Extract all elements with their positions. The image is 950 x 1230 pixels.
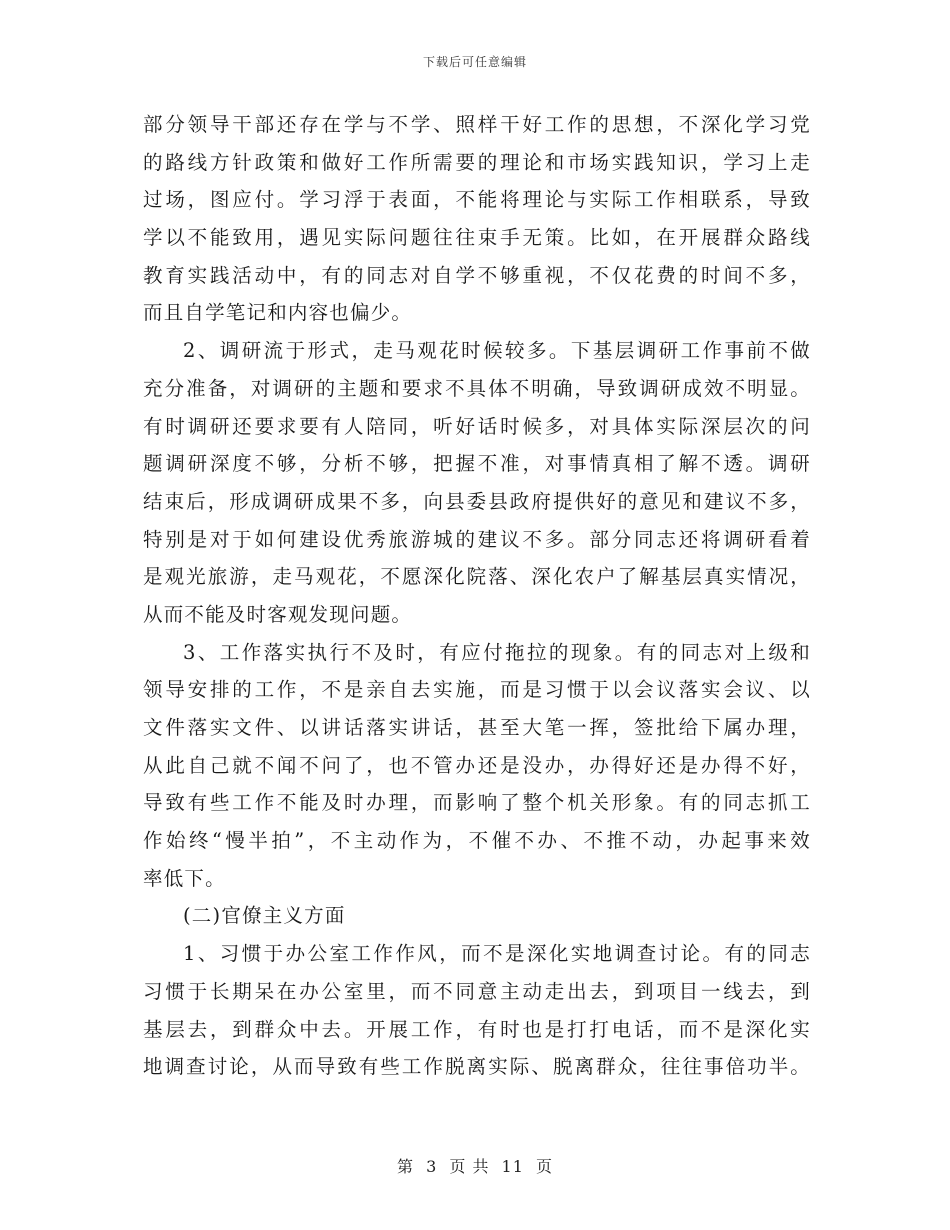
text-line: 作始终“慢半拍”，不主动作为，不催不办、不推不动，办起事来效 xyxy=(143,829,811,853)
text-line: 导致有些工作不能及时办理，而影响了整个机关形象。有的同志抓工 xyxy=(143,791,811,815)
footer-middle: 页 共 xyxy=(449,1157,490,1176)
text-line: 地调查讨论，从而导致有些工作脱离实际、脱离群众，往往事倍功半。 xyxy=(143,1055,811,1079)
footer-prefix: 第 xyxy=(396,1157,414,1176)
text-line: (二)官僚主义方面 xyxy=(183,904,346,928)
page-header: 下载后可任意编辑 xyxy=(422,55,527,69)
text-line: 3、工作落实执行不及时，有应付拖拉的现象。有的同志对上级和 xyxy=(183,640,811,664)
text-line: 的路线方针政策和做好工作所需要的理论和市场实践知识，学习上走 xyxy=(143,150,811,174)
text-line: 2、调研流于形式，走马观花时候较多。下基层调研工作事前不做 xyxy=(183,339,811,363)
text-line: 学以不能致用，遇见实际问题往往束手无策。比如，在开展群众路线 xyxy=(143,226,811,250)
text-line: 习惯于长期呆在办公室里，而不同意主动走出去，到项目一线去，到 xyxy=(143,979,811,1003)
text-line: 1、习惯于办公室工作作风，而不是深化实地调查讨论。有的同志 xyxy=(183,942,811,966)
text-line: 部分领导干部还存在学与不学、照样干好工作的思想，不深化学习党 xyxy=(143,113,811,136)
text-line: 从此自己就不闻不问了，也不管办还是没办，办得好还是办得不好， xyxy=(143,753,811,777)
text-line: 率低下。 xyxy=(143,866,226,890)
text-line: 从而不能及时客观发现问题。 xyxy=(143,602,413,626)
text-line: 题调研深度不够，分析不够，把握不准，对事情真相了解不透。调研 xyxy=(143,452,811,476)
text-line: 而且自学笔记和内容也偏少。 xyxy=(143,301,413,325)
text-line: 领导安排的工作，不是亲自去实施，而是习惯于以会议落实会议、以 xyxy=(143,678,811,702)
page-footer xyxy=(0,1154,950,1177)
text-line: 结束后，形成调研成果不多，向县委县政府提供好的意见和建议不多， xyxy=(143,489,811,513)
text-line: 充分准备，对调研的主题和要求不具体不明确，导致调研成效不明显。 xyxy=(143,376,811,400)
text-line: 有时调研还要求要有人陪同，听好话时候多，对具体实际深层次的问 xyxy=(143,414,811,438)
text-line: 是观光旅游，走马观花，不愿深化院落、深化农户了解基层真实情况， xyxy=(143,565,811,589)
footer-suffix: 页 xyxy=(536,1157,554,1176)
document-body xyxy=(143,106,811,1086)
text-line: 基层去，到群众中去。开展工作，有时也是打打电话，而不是深化实 xyxy=(143,1017,811,1041)
footer-total-pages: 11 xyxy=(501,1157,524,1176)
text-line: 特别是对于如何建设优秀旅游城的建议不多。部分同志还将调研看着 xyxy=(143,527,811,551)
text-line: 过场，图应付。学习浮于表面，不能将理论与实际工作相联系，导致 xyxy=(143,188,811,212)
text-line: 教育实践活动中，有的同志对自学不够重视，不仅花费的时间不多， xyxy=(143,263,811,287)
footer-page-number: 3 xyxy=(426,1157,438,1176)
text-line: 文件落实文件、以讲话落实讲话，甚至大笔一挥，签批给下属办理， xyxy=(143,716,811,739)
